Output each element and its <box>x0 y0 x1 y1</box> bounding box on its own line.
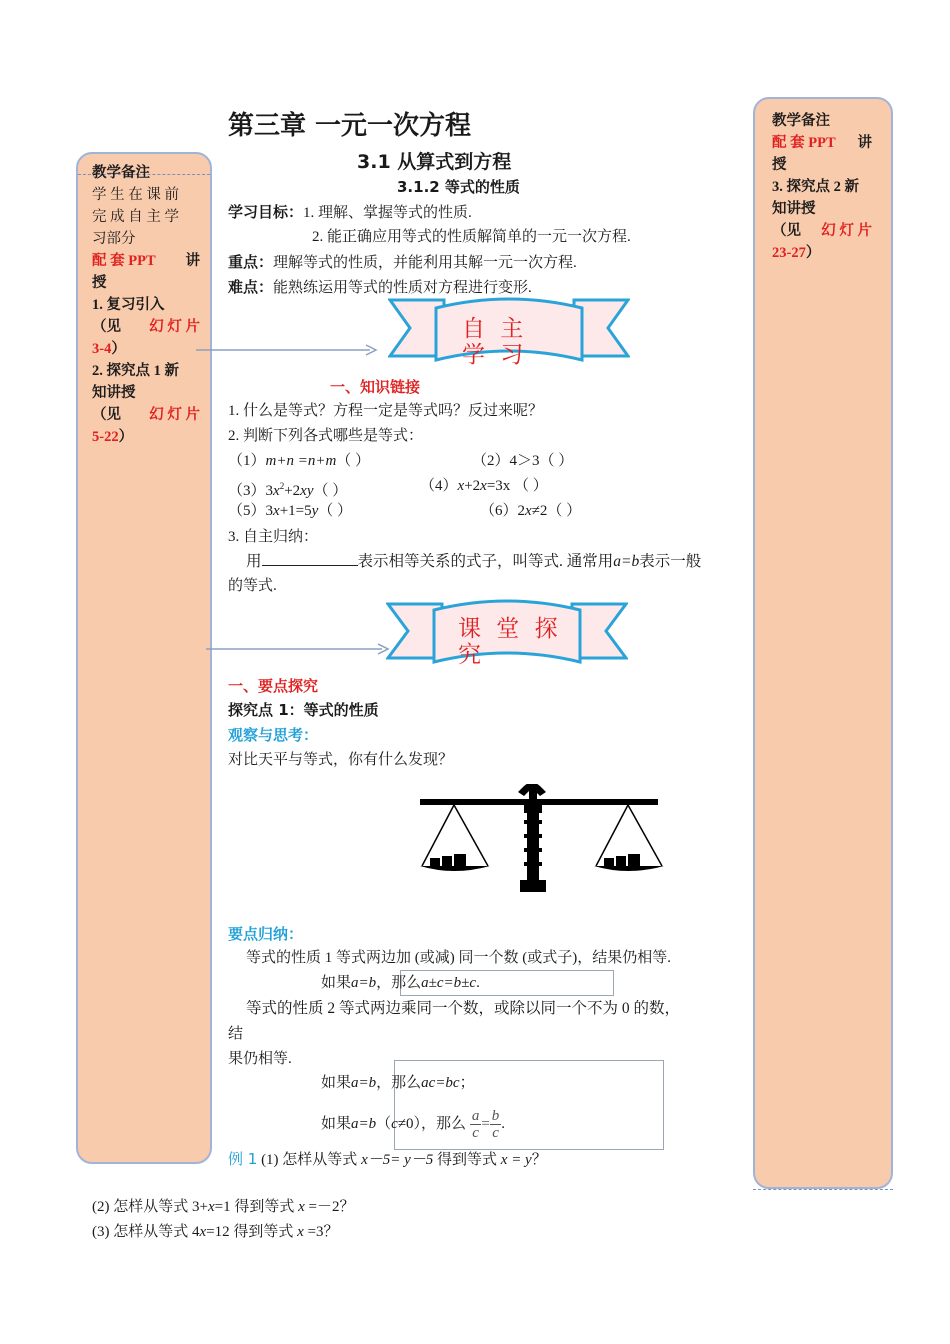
right-note-item: 3. 探究点 2 新 <box>772 179 859 195</box>
question-2: 2. 判断下列各式哪些是等式： <box>228 428 424 444</box>
expression-1 <box>228 451 370 471</box>
right-note-content <box>772 110 872 264</box>
expression-3 <box>228 476 347 501</box>
var: y <box>311 503 319 519</box>
slide-label: 幻 灯 片 <box>149 319 200 335</box>
var: x <box>207 1199 215 1215</box>
self-study-banner-text: 自 主 学 习 <box>462 316 528 368</box>
var: x <box>298 1199 305 1215</box>
summary-sentence <box>246 551 701 572</box>
text: ？ <box>531 1152 547 1168</box>
expr-num: （6）2 <box>480 503 526 519</box>
left-note-line: 习部分 <box>92 231 136 247</box>
var: x <box>457 478 465 494</box>
text: 如果 <box>321 1075 352 1091</box>
property-1-formula <box>321 973 480 993</box>
example-1-q3 <box>92 1222 339 1242</box>
summary-heading: 要点归纳： <box>228 925 304 943</box>
slide-label: 幻 灯 片 <box>149 407 200 423</box>
goal-1: 1. 理解、掌握等式的性质. <box>303 205 472 221</box>
right-note-line: 授 <box>772 157 787 173</box>
class-explore-banner-text: 课 堂 探 究 <box>458 616 562 668</box>
ppt-label-tail: 讲 <box>185 253 200 269</box>
summary-sentence-end: 的等式. <box>228 578 277 594</box>
expr-num: （4） <box>420 478 458 494</box>
fraction-b-over-c <box>490 1108 502 1141</box>
text: ，那么 <box>376 1075 422 1091</box>
knowledge-heading: 一、知识链接 <box>330 378 421 396</box>
text: . <box>501 1115 506 1132</box>
expr-blank: =3x （ ） <box>486 478 548 494</box>
expr: ac=bc <box>421 1075 460 1091</box>
property-2-cont: 结 <box>228 1026 244 1042</box>
left-note-line: 学 生 在 课 前 <box>92 187 179 203</box>
text: 用 <box>246 553 262 570</box>
explore-point-1: 探究点 1：等式的性质 <box>228 701 379 719</box>
text: （ <box>376 1115 392 1132</box>
property-2-formula-2 <box>321 1108 505 1141</box>
expr-num: （3）3 <box>228 483 274 499</box>
text: =3？ <box>307 1224 339 1240</box>
left-note-line: 完 成 自 主 学 <box>92 209 179 225</box>
text: =12 得到等式 <box>206 1224 294 1240</box>
var: x <box>273 503 280 519</box>
fraction-a-over-c <box>470 1108 482 1141</box>
left-note-item: 1. 复习引入 <box>92 297 165 313</box>
left-note-item: 知讲授 <box>92 385 136 401</box>
expr: +2 <box>464 478 481 494</box>
expr: x = y <box>500 1152 532 1168</box>
balance-scale-image <box>416 784 664 896</box>
expr-num: （1） <box>228 453 266 469</box>
text: =－2？ <box>308 1199 355 1215</box>
denominator: c <box>492 1125 499 1141</box>
property-2-formula-1 <box>321 1073 475 1093</box>
text: ，那么 <box>376 975 422 991</box>
var: x <box>480 478 487 494</box>
ppt-label: 配 套 PPT <box>92 253 156 269</box>
goal-2: 2. 能正确应用等式的性质解简单的一元一次方程. <box>312 229 631 245</box>
expr: x－5= y－5 <box>361 1152 434 1168</box>
text: 表示相等关系的式子，叫等式. 通常用 <box>357 553 614 570</box>
paren: ） <box>805 245 821 261</box>
numerator: a <box>471 1108 480 1124</box>
expression-6 <box>480 501 581 521</box>
var: x <box>297 1224 304 1240</box>
expression-4 <box>420 476 548 496</box>
text: (2) 怎样从等式 3+ <box>92 1199 208 1215</box>
numerator: b <box>491 1108 500 1124</box>
text: 如果 <box>321 975 352 991</box>
question-3: 3. 自主归纳： <box>228 529 319 545</box>
arrow-connector <box>206 641 392 657</box>
var: x <box>525 503 532 519</box>
explore-heading: 一、要点探究 <box>228 677 319 695</box>
paren: （见 <box>92 319 121 335</box>
text: 得到等式 <box>437 1152 498 1168</box>
paren: （见 <box>92 407 121 423</box>
left-note-line: 授 <box>92 275 107 291</box>
observe-heading: 观察与思考： <box>228 726 319 744</box>
expr: +2 <box>284 483 301 499</box>
difficulty-text: 能熟练运用等式的性质对方程进行变形. <box>273 280 532 296</box>
var: x <box>273 483 280 499</box>
expr: m+n =n+m <box>265 453 337 469</box>
key-label: 重点： <box>228 253 274 271</box>
var: x <box>199 1224 207 1240</box>
slide-range: 23-27 <box>772 245 806 261</box>
left-note-title: 教学备注 <box>92 165 150 181</box>
example-1-q2 <box>92 1197 354 1217</box>
property-2: 等式的性质 2 等式两边乘同一个数，或除以同一个不为 0 的数， <box>246 1000 681 1017</box>
example-1-q1 <box>228 1149 547 1170</box>
var: xy <box>300 483 314 499</box>
expression-2: （2）4＞3（ ） <box>472 453 574 469</box>
paren: （见 <box>772 223 801 239</box>
fill-in-blank <box>262 551 358 566</box>
text: . <box>476 975 480 991</box>
slide-range: 5-22 <box>92 429 119 445</box>
ppt-label-tail: 讲 <box>857 135 872 151</box>
section-title: 3.1 从算式到方程 <box>357 151 512 173</box>
difficulty-label: 难点： <box>228 278 274 296</box>
left-note-content <box>92 162 200 448</box>
property-2-end: 果仍相等. <box>228 1051 292 1067</box>
property-1: 等式的性质 1 等式两边加 (或减) 同一个数 (或式子)，结果仍相等. <box>246 950 671 966</box>
expr: a=b <box>613 553 640 570</box>
key-text: 理解等式的性质，并能利用其解一元一次方程. <box>273 255 577 271</box>
text: ≠0），那么 <box>397 1115 467 1132</box>
expression-5 <box>228 501 352 521</box>
text: (3) 怎样从等式 4 <box>92 1224 200 1240</box>
var: c <box>391 1115 398 1132</box>
key-point <box>228 252 577 273</box>
expr: a±c=b±c <box>421 975 477 991</box>
expr-blank: ≠2（ ） <box>531 503 582 519</box>
question-1: 1. 什么是等式？方程一定是等式吗？反过来呢？ <box>228 403 544 419</box>
text: =1 得到等式 <box>214 1199 295 1215</box>
expr-blank: （ ） <box>313 483 348 499</box>
text: 表示一般 <box>639 553 702 570</box>
paren: ） <box>118 429 134 445</box>
denominator: c <box>472 1125 479 1141</box>
text: (1) 怎样从等式 <box>261 1152 358 1168</box>
subsection-title: 3.1.2 等式的性质 <box>397 178 520 196</box>
expr-blank: （ ） <box>318 503 353 519</box>
expr-blank: （ ） <box>336 453 371 469</box>
observe-question: 对比天平与等式，你有什么发现？ <box>228 752 454 768</box>
example-label: 例 1 <box>228 1150 258 1168</box>
exponent: 2 <box>279 481 285 491</box>
text: ； <box>459 1075 475 1091</box>
ppt-label: 配 套 PPT <box>772 135 836 151</box>
expr: a=b <box>351 975 377 991</box>
right-note-title: 教学备注 <box>772 113 830 129</box>
text: 如果 <box>321 1115 352 1132</box>
arrow-connector <box>196 342 380 358</box>
goals-label: 学习目标： <box>228 203 304 221</box>
equals: = <box>481 1115 490 1132</box>
paren: ） <box>111 341 126 357</box>
left-note-item: 2. 探究点 1 新 <box>92 363 179 379</box>
slide-range: 3-4 <box>92 341 112 357</box>
expr-num: （5）3 <box>228 503 274 519</box>
chapter-title: 第三章 一元一次方程 <box>228 111 472 141</box>
right-note-item: 知讲授 <box>772 201 816 217</box>
goal-line <box>228 202 472 223</box>
expr: a=b <box>351 1115 377 1132</box>
expr: +1=5 <box>279 503 312 519</box>
expr: a=b <box>351 1075 377 1091</box>
slide-label: 幻 灯 片 <box>821 223 872 239</box>
